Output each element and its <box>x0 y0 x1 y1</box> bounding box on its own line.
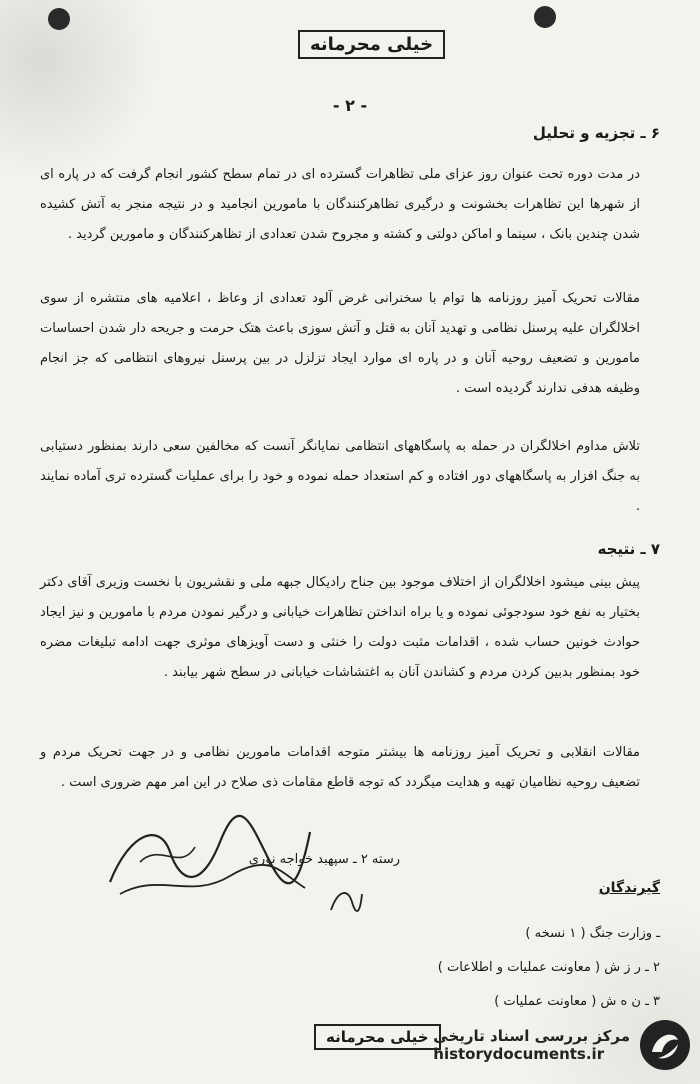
punch-hole-right <box>534 6 556 28</box>
section-6-paragraph-1: در مدت دوره تحت عنوان روز عزای ملی تظاهرات گسترده ای در تمام سطح کشور انجام گرفت که در پاره ای از شهرها این تظاهرات بخشونت و درگیری تظاهرکنندگان با مامورین انجامید و در نتیجه منجر به آتش کشیده شدن چندین بانک ، سینما و اماکن دولتی و کشته و مجروح شدن تعدادی از تظاهرکنندگان و مامورین گردید . <box>40 167 640 242</box>
watermark-name: مرکز بررسی اسناد تاریخی <box>433 1027 630 1045</box>
handwritten-signature <box>100 812 320 902</box>
archive-logo-icon <box>638 1018 692 1072</box>
recipients-title: گیرندگان <box>598 880 660 896</box>
classification-stamp-bottom: خیلی محرمانه <box>314 1024 441 1050</box>
section-7-paragraph-1: پیش بینی میشود اخلالگران از اختلاف موجود بین جناح رادیکال جبهه ملی و نقشریون با نخست وزیری آقای دکتر بختیار به نفع خود سودجوئی نموده و یا براه انداختن تظاهرات خیابانی و درگیر نمودن مردم با مامورین و نیز ایجاد حوادث خونین حساب شده ، اقدامات مثبت دولت را خنثی و دست آویزهای موثری جهت ادامه تبلیغات مضره خود بمنظور بدبین کردن مردم و کشاندن آنان به اغتشاشات خیابانی در سطح شهر بیابند . <box>40 575 640 680</box>
section-7-heading: ۷ ـ نتیجه <box>597 540 660 558</box>
recipient-item: ـ وزارت جنگ ( ۱ نسخه ) <box>525 926 660 941</box>
signature-line: رسته ۲ ـ سپهبد خواجه نوری <box>248 852 400 867</box>
watermark-url: historydocuments.ir <box>433 1045 605 1063</box>
classification-stamp-top: خیلی محرمانه <box>298 30 445 59</box>
recipient-item: ۳ ـ ن ه ش ( معاونت عملیات ) <box>494 994 660 1009</box>
section-7-paragraph-2: مقالات انقلابی و تحریک آمیز روزنامه ها بیشتر متوجه اقدامات مامورین نظامی و در جهت تحریک مردم و تضعیف روحیه نظامیان تهیه و هدایت میگردد که توجه قاطع مقامات ذی صلاح در این امر مهم ضروری است . <box>40 745 640 790</box>
page-number: - ۲ - <box>332 96 368 115</box>
initial-mark <box>326 880 366 920</box>
punch-hole-left <box>48 8 70 30</box>
section-6-heading: ۶ ـ تجزیه و تحلیل <box>532 124 660 142</box>
recipient-item: ۲ ـ ر ز ش ( معاونت عملیات و اطلاعات ) <box>437 960 660 975</box>
section-6-paragraph-3: تلاش مداوم اخلالگران در حمله به پاسگاههای انتظامی نمایانگر آنست که مخالفین سعی دارند بمنظور دستیابی به جنگ افزار به پاسگاههای دور افتاده و کم استعداد حمله نموده و خود را برای عملیات گسترده تری آماده نمایند . <box>40 439 640 514</box>
section-6-paragraph-2: مقالات تحریک آمیز روزنامه ها توام با سخنرانی غرض آلود تعدادی از وعاظ ، اعلامیه های منتشره از سوی اخلالگران علیه پرسنل نظامی و تهدید آنان به قتل و آتش سوزی باعث هتک حرمت و جریحه دار شدن احساسات مامورین و تضعیف روحیه آنان و در پاره ای موارد ایجاد تزلزل در بین پرسنل نیروهای انتظامی که جز انجام وظیفه هدفی ندارند گردیده است . <box>40 291 640 396</box>
archive-watermark <box>432 1014 692 1076</box>
